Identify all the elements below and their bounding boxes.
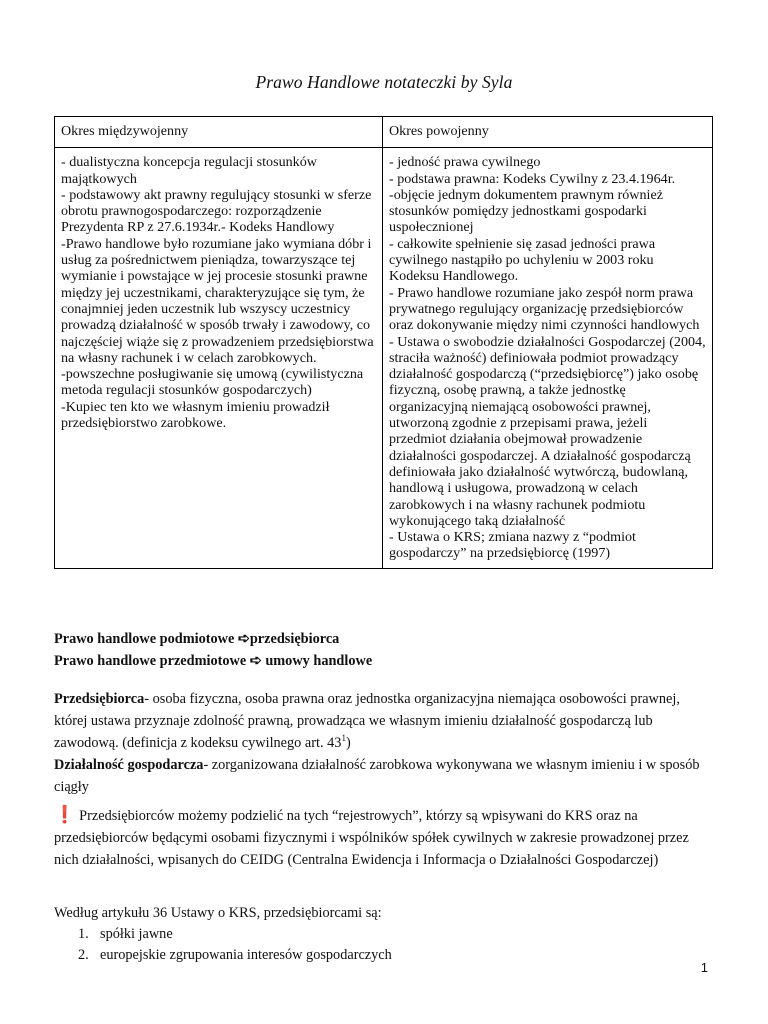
entrepreneur-list — [54, 924, 714, 966]
postwar-cell — [383, 148, 713, 568]
definitions-block — [54, 688, 714, 798]
header-interwar: Okres międzywojenny — [55, 117, 383, 148]
definition-przedsiebiorca-text: - osoba fizyczna, osoba prawna oraz jednostka organizacyjna niemająca osobowości prawnej, której ustawa przyznaje zdolność prawną, prowadząca we własnym imieniu działalność gospodarczą lub zawodową. (definicja z kodeksu cywilnego art. 43 — [54, 691, 680, 751]
list-text: spółki jawne — [100, 926, 173, 942]
list-number: 2. — [78, 947, 89, 963]
note-text: Przedsiębiorców możemy podzielić na tych “rejestrowych”, którzy są wpisywani do KRS oraz na przedsiębiorców będącymi osobami fizycznymi i wspólników spółek cywilnych w zakresie prowadzonej przez nich działalności, wpisanych do CEIDG (Centralna Ewidencja i Informacja o Działalności Gospodarczej) — [54, 808, 689, 868]
postwar-line: - Ustawa o swobodzie działalności Gospodarczej (2004, straciła ważność) definiowała podmiot prowadzący działalność gospodarczą (“przedsiębiorcę”) jako osobę fizyczną, osobę prawną, a także jednostkę organizacyjną niemającą osobowości prawnej, utworzoną zgodnie z przepisami prawa, jeżeli przedmiot działania obejmował prowadzenie działalności gospodarczej. A działalność gospodarczą definiowała jako działalność wytwórczą, budowlaną, handlową i usługowa, prowadzoną w celach zarobkowych i na własny rachunek podmiotu wykonującego taką działalność — [389, 333, 706, 529]
list-intro: Według artykułu 36 Ustawy o KRS, przedsiębiorcami są: — [54, 905, 382, 921]
interwar-line: -Kupiec ten kto we własnym imieniu prowadził przedsiębiorstwo zarobkowe. — [61, 398, 330, 432]
headings-block — [54, 628, 714, 672]
postwar-line: - jedność prawa cywilnego — [389, 154, 541, 171]
postwar-line: -objęcie jednym dokumentem prawnym również stosunków pomiędzy jednostkami gospodarki uspołecznionej — [389, 186, 663, 236]
interwar-line: -Prawo handlowe było rozumiane jako wymiana dóbr i usług za pośrednictwem pieniądza, towarzyszące tej wymianie i powstające w jej procesie stosunki prawne między jej uczestnikami, charakteryzujące się tym, że conajmniej jeden uczestnik lub wszyscy uczestnicy prowadzą działalność w sposób trwały i zawodowy, co najczęściej wiąże się z prowadzeniem przedsiębiorstwa na własny rachunek i w celach zarobkowych. — [61, 235, 374, 366]
definition-dzialalnosc-text: - zorganizowana działalność zarobkowa wykonywana we własnym imieniu i w sposób ciągły — [54, 757, 700, 795]
page-number: 1 — [700, 960, 708, 975]
header-postwar: Okres powojenny — [383, 117, 713, 148]
interwar-line: - dualistyczna koncepcja regulacji stosunków majątkowych — [61, 154, 317, 187]
postwar-line: - całkowite spełnienie się zasad jedności prawa cywilnego nastąpiło po uchyleniu w 2003 roku Kodeksu Handlowego. — [389, 235, 656, 285]
note-paragraph — [54, 804, 714, 871]
postwar-line: - Ustawa o KRS; zmiana nazwy z “podmiot gospodarczy” na przedsiębiorcę (1997) — [389, 529, 636, 562]
table-header-row — [55, 117, 713, 148]
term-przedsiebiorca: Przedsiębiorca — [54, 691, 145, 707]
definition-dzialalnosc — [54, 754, 714, 798]
interwar-line: - podstawowy akt prawny regulujący stosunki w sferze obrotu prawnogospodarczego: rozporządzenie Prezydenta RP z 27.6.1934r.- Kodeks Handlowy — [61, 186, 372, 236]
table-row — [55, 148, 713, 568]
interwar-cell — [55, 148, 383, 568]
exclamation-icon: ❗ — [54, 805, 76, 825]
list-number: 1. — [78, 926, 89, 942]
list-text: europejskie zgrupowania interesów gospodarczych — [100, 947, 392, 963]
list-item — [54, 924, 714, 945]
list-block — [54, 902, 714, 966]
definition-przedsiebiorca — [54, 688, 714, 754]
footnote-sup: 1 — [341, 733, 346, 744]
note-block — [54, 804, 714, 871]
comparison-table — [54, 116, 713, 569]
postwar-line: - podstawa prawna: Kodeks Cywilny z 23.4.1964r. — [389, 170, 676, 187]
heading-subjective: Prawo handlowe podmiotowe ➪przedsiębiorca — [54, 631, 340, 647]
definition-close: ) — [345, 735, 351, 751]
term-dzialalnosc: Działalność gospodarcza — [54, 757, 204, 773]
interwar-line: -powszechne posługiwanie się umową (cywilistyczna metoda regulacji stosunków gospodarczych) — [61, 366, 364, 399]
page-title: Prawo Handlowe notateczki by Syla — [255, 72, 513, 92]
heading-objective: Prawo handlowe przedmiotowe ➪ umowy handlowe — [54, 653, 373, 669]
postwar-line: - Prawo handlowe rozumiane jako zespół norm prawa prywatnego regulujący organizację przedsiębiorców oraz dokonywanie między nimi czynności handlowych — [389, 284, 700, 334]
list-item — [54, 945, 714, 966]
